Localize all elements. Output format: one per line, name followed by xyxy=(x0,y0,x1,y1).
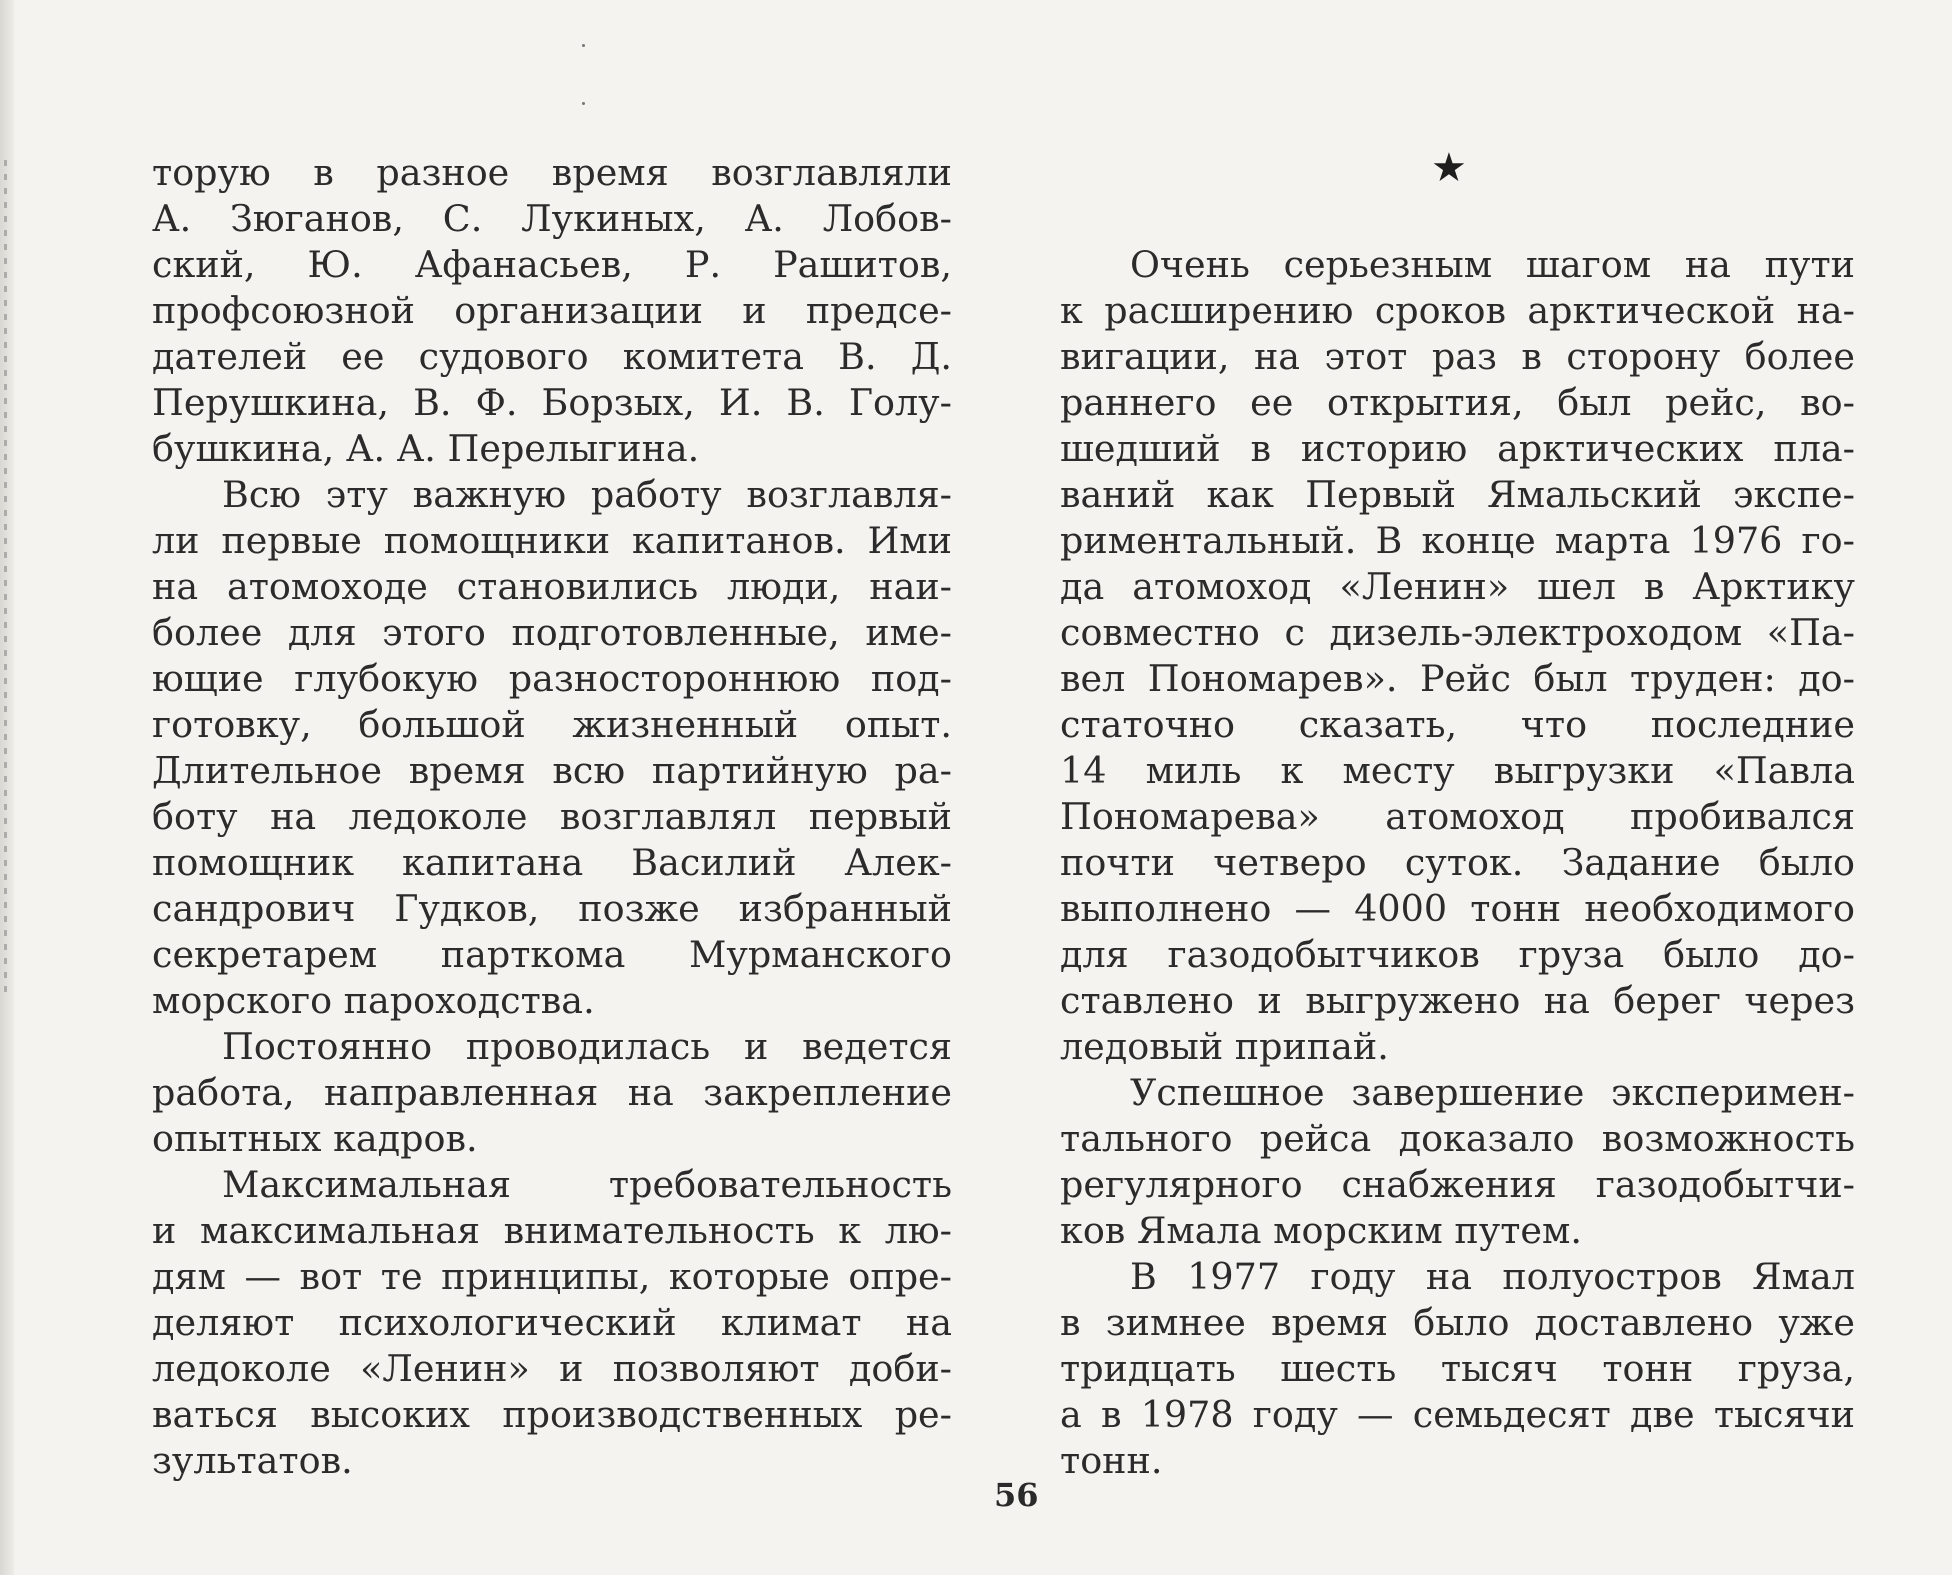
text-line: торую в разное время возглавляли xyxy=(152,151,952,194)
text-line: дям — вот те принципы, которые опре- xyxy=(152,1255,952,1298)
text-line: помощник капитана Василий Алек- xyxy=(152,841,952,884)
page-spine-edge xyxy=(0,0,14,1575)
text-line: профсоюзной организации и предсе- xyxy=(152,289,952,332)
star-icon: ★ xyxy=(1431,145,1467,191)
text-line: зультатов. xyxy=(152,1439,353,1482)
text-line: секретарем парткома Мурманского xyxy=(152,933,952,976)
text-line: риментальный. В конце марта 1976 го- xyxy=(1060,519,1855,562)
text-line: ский, Ю. Афанасьев, Р. Рашитов, xyxy=(152,243,952,286)
text-line: вел Пономарев». Рейс был труден: до- xyxy=(1060,657,1855,700)
text-line: 14 миль к месту выгрузки «Павла xyxy=(1060,749,1855,792)
text-line: ли первые помощники капитанов. Ими xyxy=(152,519,952,562)
text-line: регулярного снабжения газодобытчи- xyxy=(1060,1163,1855,1206)
text-line: в зимнее время было доставлено уже xyxy=(1060,1301,1855,1344)
paragraph-first-line: В 1977 году на полуостров Ямал xyxy=(1130,1255,1855,1298)
paragraph-first-line: Максимальная требовательность xyxy=(222,1163,952,1206)
text-line: раннего ее открытия, был рейс, во- xyxy=(1060,381,1855,424)
text-line: совместно с дизель-электроходом «Па- xyxy=(1060,611,1855,654)
text-line: вигации, на этот раз в сторону более xyxy=(1060,335,1855,378)
text-line: тального рейса доказало возможность xyxy=(1060,1117,1855,1160)
text-line: ледоколе «Ленин» и позволяют доби- xyxy=(152,1347,952,1390)
paragraph-first-line: Очень серьезным шагом на пути xyxy=(1130,243,1855,286)
paragraph-first-line: Успешное завершение эксперимен- xyxy=(1130,1071,1855,1114)
left-text-column xyxy=(152,150,952,1484)
text-line: деляют психологический климат на xyxy=(152,1301,952,1344)
text-line: Длительное время всю партийную ра- xyxy=(152,749,952,792)
page-number: 56 xyxy=(994,1476,1039,1514)
text-line: готовку, большой жизненный опыт. xyxy=(152,703,952,746)
text-line: выполнено — 4000 тонн необходимого xyxy=(1060,887,1855,930)
text-line: опытных кадров. xyxy=(152,1117,478,1160)
text-line: Пономарева» атомоход пробивался xyxy=(1060,795,1855,838)
text-line: морского пароходства. xyxy=(152,979,595,1022)
binding-marks xyxy=(4,160,7,1000)
text-line: Перушкина, В. Ф. Борзых, И. В. Голу- xyxy=(152,381,952,424)
paper-speck xyxy=(582,102,585,105)
text-line: ставлено и выгружено на берег через xyxy=(1060,979,1855,1022)
text-line: почти четверо суток. Задание было xyxy=(1060,841,1855,884)
text-line: ваться высоких производственных ре- xyxy=(152,1393,952,1436)
text-line: да атомоход «Ленин» шел в Арктику xyxy=(1060,565,1855,608)
text-line: шедший в историю арктических пла- xyxy=(1060,427,1855,470)
text-line: тонн. xyxy=(1060,1439,1163,1482)
text-line: а в 1978 году — семьдесят две тысячи xyxy=(1060,1393,1855,1436)
text-line: ледовый припай. xyxy=(1060,1025,1389,1068)
text-line: сандрович Гудков, позже избранный xyxy=(152,887,952,930)
text-line: бушкина, А. А. Перелыгина. xyxy=(152,427,700,470)
text-line: А. Зюганов, С. Лукиных, А. Лобов- xyxy=(152,197,952,240)
text-line: статочно сказать, что последние xyxy=(1060,703,1855,746)
text-line: на атомоходе становились люди, наи- xyxy=(152,565,952,608)
text-line: к расширению сроков арктической на- xyxy=(1060,289,1855,332)
text-line: дателей ее судового комитета В. Д. xyxy=(152,335,952,378)
paragraph-first-line: Всю эту важную работу возглавля- xyxy=(222,473,952,516)
text-line: боту на ледоколе возглавлял первый xyxy=(152,795,952,838)
right-text-column xyxy=(1060,242,1855,1484)
text-line: более для этого подготовленные, име- xyxy=(152,611,952,654)
text-line: для газодобытчиков груза было до- xyxy=(1060,933,1855,976)
text-line: ков Ямала морским путем. xyxy=(1060,1209,1583,1252)
text-line: и максимальная внимательность к лю- xyxy=(152,1209,952,1252)
paper-speck xyxy=(582,44,585,47)
text-line: работа, направленная на закрепление xyxy=(152,1071,952,1114)
paragraph-first-line: Постоянно проводилась и ведется xyxy=(222,1025,952,1068)
text-line: тридцать шесть тысяч тонн груза, xyxy=(1060,1347,1855,1390)
text-line: ваний как Первый Ямальский экспе- xyxy=(1060,473,1855,516)
text-line: ющие глубокую разностороннюю под- xyxy=(152,657,952,700)
